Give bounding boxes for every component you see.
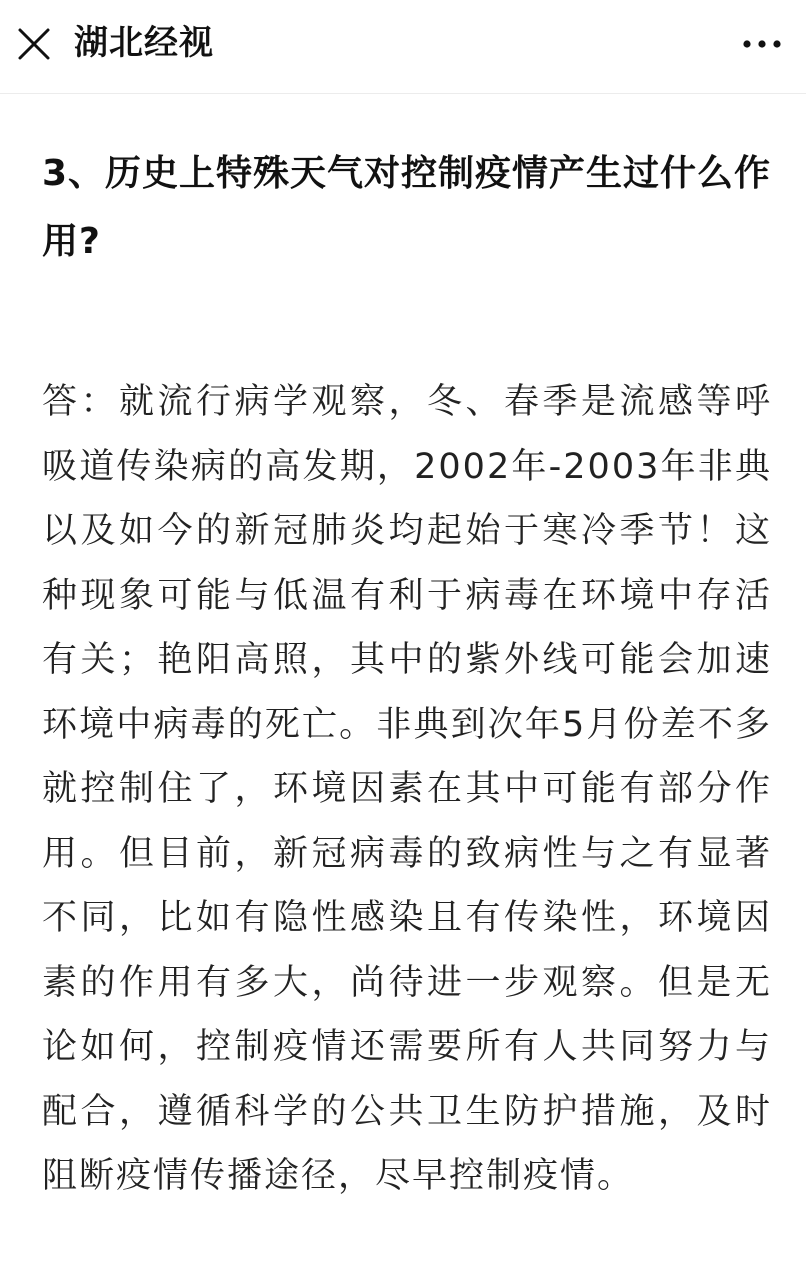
close-icon [17,27,51,61]
article-body [42,140,772,1209]
more-horizontal-icon [742,39,782,49]
answer-paragraph: 答：就流行病学观察，冬、春季是流感等呼吸道传染病的高发期，2002年-2003年非典以及如今的新冠肺炎均起始于寒冷季节！这种现象可能与低温有利于病毒在环境中存活有关；艳阳高照，其中的紫外线可能会加速环境中病毒的死亡。非典到次年5月份差不多就控制住了，环境因素在其中可能有部分作用。但目前，新冠病毒的致病性与之有显著不同，比如有隐性感染且有传染性，环境因素的作用有多大，尚待进一步观察。但是无论如何，控制疫情还需要所有人共同努力与配合，遵循科学的公共卫生防护措施，及时阻断疫情传播途径，尽早控制疫情。 [42,382,772,1196]
page-title: 湖北经视 [74,23,214,63]
close-button[interactable] [12,22,56,66]
top-navigation-bar [0,0,806,94]
more-options-button[interactable] [736,22,788,66]
question-heading: 3、历史上特殊天气对控制疫情产生过什么作用? [42,153,772,262]
